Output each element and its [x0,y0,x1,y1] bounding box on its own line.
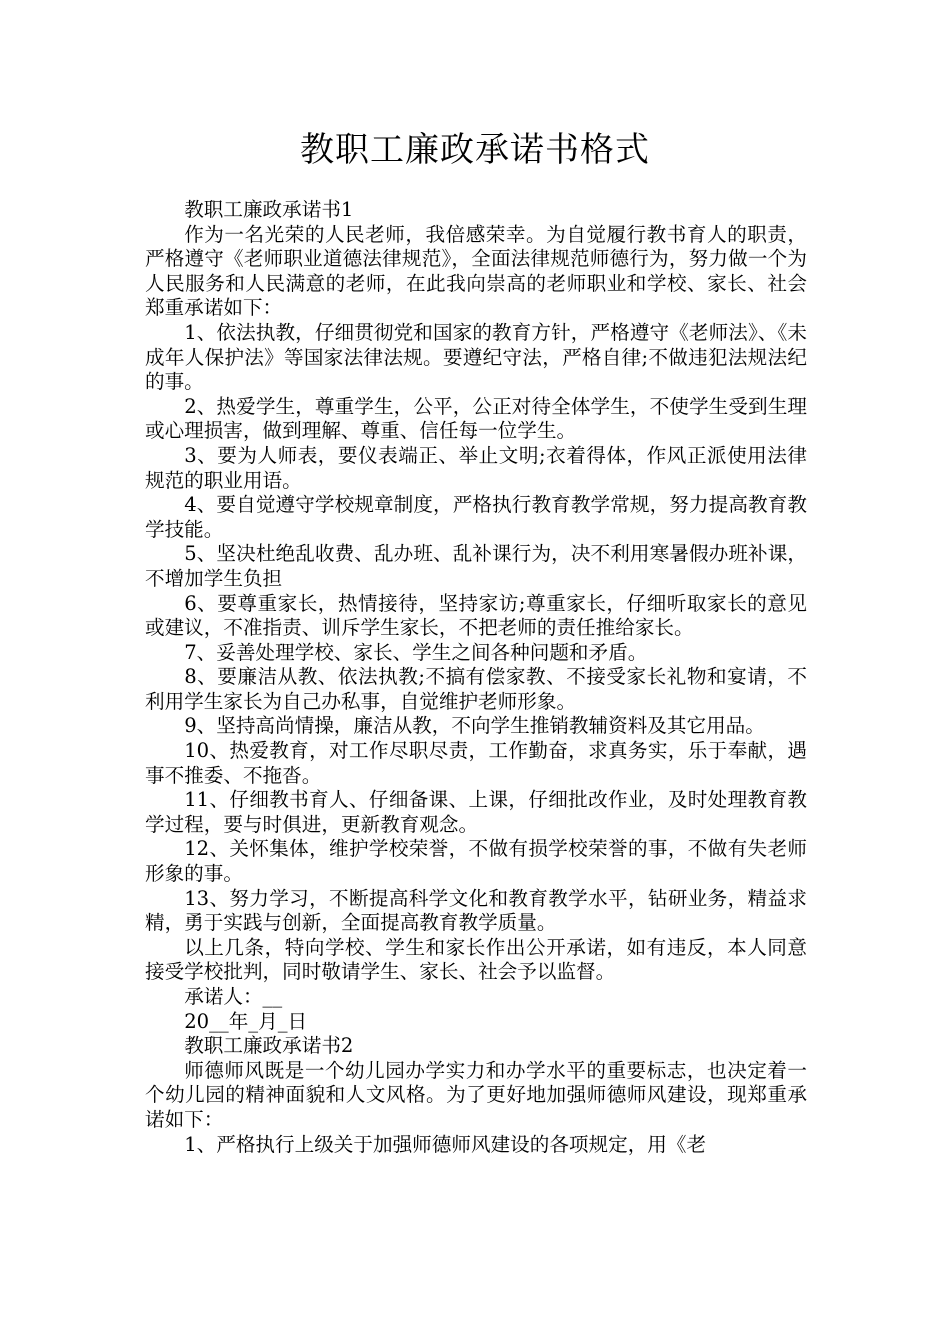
paragraph: 11、仔细教书育人、仔细备课、上课，仔细批改作业，及时处理教育教学过程，要与时俱进，更新教育观念。 [145,788,807,836]
paragraph: 10、热爱教育，对工作尽职尽责，工作勤奋，求真务实，乐于奉献，遇事不推委、不拖沓。 [145,739,807,787]
document-body [145,198,807,1157]
paragraph: 以上几条，特向学校、学生和家长作出公开承诺，如有违反，本人同意接受学校批判，同时敬请学生、家长、社会予以监督。 [145,935,807,984]
paragraph: 12、关怀集体，维护学校荣誉，不做有损学校荣誉的事，不做有失老师形象的事。 [145,837,807,886]
signer-line: 承诺人：__ [184,985,283,1008]
paragraph: 5、坚决杜绝乱收费、乱办班、乱补课行为，决不利用寒暑假办班补课，不增加学生负担 [145,542,807,590]
paragraph: 3、要为人师表，要仪表端正、举止文明;衣着得体，作风正派使用法律规范的职业用语。 [145,443,807,492]
paragraph: 13、努力学习，不断提高科学文化和教育教学水平，钻研业务，精益求精，勇于实践与创新，全面提高教育教学质量。 [145,886,807,935]
page-title: 教职工廉政承诺书格式 [300,130,650,170]
section-1-heading: 教职工廉政承诺书1 [184,198,354,221]
paragraph: 1、严格执行上级关于加强师德师风建设的各项规定，用《老 [184,1132,707,1156]
paragraph: 1、依法执教，仔细贯彻党和国家的教育方针，严格遵守《老师法》、《未成年人保护法》等国家法律法规。要遵纪守法，严格自律;不做违犯法规法纪的事。 [145,320,807,394]
paragraph: 4、要自觉遵守学校规章制度，严格执行教育教学常规，努力提高教育教学技能。 [145,493,807,541]
section-2-heading: 教职工廉政承诺书2 [184,1034,354,1058]
paragraph: 2、热爱学生，尊重学生，公平，公正对待全体学生，不使学生受到生理或心理损害，做到理解、尊重、信任每一位学生。 [145,394,807,443]
section-1-paragraphs [145,223,807,985]
paragraph: 9、坚持高尚情操，廉洁从教，不向学生推销教辅资料及其它用品。 [184,714,765,738]
paragraph: 作为一名光荣的人民老师，我倍感荣幸。为自觉履行教书育人的职责，严格遵守《老师职业道德法律规范》，全面法律规范师德行为，努力做一个为人民服务和人民满意的老师，在此我向崇高的老师职业和学校、家长、社会郑重承诺如下： [145,222,807,320]
paragraph: 师德师风既是一个幼儿园办学实力和办学水平的重要标志，也决定着一个幼儿园的精神面貌和人文风格。为了更好地加强师德师风建设，现郑重承诺如下： [145,1058,807,1131]
paragraph: 8、要廉洁从教、依法执教;不搞有偿家教、不接受家长礼物和宴请，不利用学生家长为自己办私事，自觉维护老师形象。 [145,665,807,713]
paragraph: 6、要尊重家长，热情接待，坚持家访;尊重家长，仔细听取家长的意见或建议，不准指责、训斥学生家长，不把老师的责任推给家长。 [145,591,807,640]
section-2-paragraphs [145,1059,807,1157]
date-line: 20__年_月_日 [184,1009,308,1033]
paragraph: 7、妥善处理学校、家长、学生之间各种问题和矛盾。 [184,640,648,664]
